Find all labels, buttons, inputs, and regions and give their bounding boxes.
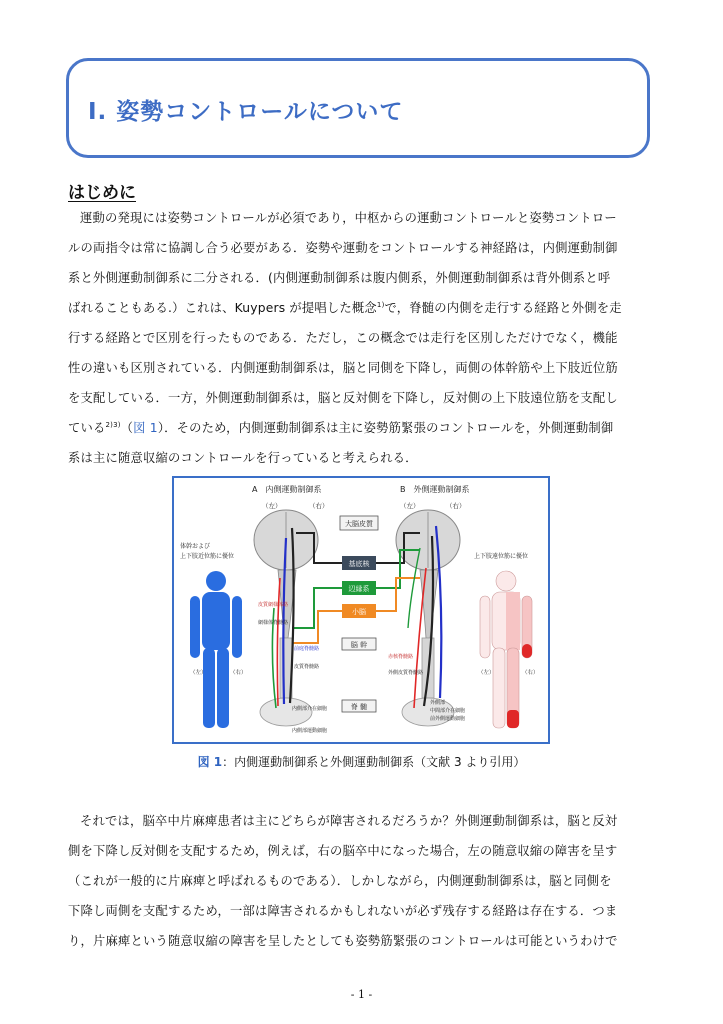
tract-label: 皮質脊髄路 [294,664,320,670]
brainstem-label: 脳 幹 [350,641,368,649]
tract-label: 皮質網様体路 [258,602,289,608]
neural-pathway-figure [174,478,548,742]
right-label: （右） [230,670,247,676]
tract-label: 外側皮質脊髄路 [388,670,424,676]
section-heading: はじめに [68,183,136,203]
paragraph-line: 行する経路とで区別を行ったものである．ただし，この概念では走行を区別しただけでなく，機能 [68,331,618,345]
spinal-cross-section-left [260,698,312,726]
paren: （ [120,421,134,435]
left-label: （左） [190,670,207,676]
cortex-label: 大脳皮質 [345,520,373,528]
spinal-label: 脊 髄 [350,703,368,711]
panel-b-title: B 外側運動制御系 [400,485,470,494]
figure-frame [172,476,550,744]
small-label: 前外側運動細胞 [430,716,466,722]
small-label: 内側部介在細胞 [292,706,328,712]
figure-reference-link[interactable]: 図 1 [133,421,158,435]
paragraph-line: り，片麻痺という随意収縮の障害を呈したとしても姿勢筋緊張のコントロールは可能というわけで [68,934,618,948]
tract-label: 網様体脊髄路 [258,620,289,626]
paragraph-line: （これが一般的に片麻痺と呼ばれるものである）．しかしながら，内側運動制御系は，脳と同側を [68,874,612,888]
paragraph-line: 性の違いも区別されている．内側運動制御系は，脳と同側を下降し，両側の体幹筋や上下肢近位筋 [68,361,618,375]
right-label: （右） [309,502,329,510]
panel-a-title: A 内側運動制御系 [252,485,322,494]
right-label: （右） [446,502,466,510]
line-text: ）．そのため，内側運動制御系は主に姿勢筋緊張のコントロールを，外側運動制御 [157,421,614,435]
left-label: （左） [478,670,495,676]
limbic-label: 辺縁系 [348,585,370,593]
paragraph-line: を支配している．一方，外側運動制御系は，脳と反対側を下降し，反対側の上下肢遠位筋を支配し [68,391,618,405]
second-paragraph [68,806,658,956]
small-label: 内側部運動細胞 [292,728,328,734]
paragraph-line: 運動の発現には姿勢コントロールが必須であり，中枢からの運動コントロールと姿勢コントロー [80,211,617,225]
small-label: 外側部 [430,700,446,706]
page-title: Ⅰ. 姿勢コントロールについて [88,99,404,125]
line-text: ている [68,421,106,435]
figure-caption-text: ：内側運動制御系と外側運動制御系（文献 3 より引用） [222,755,526,769]
paragraph-line [68,413,658,443]
basal-ganglia-label: 基底核 [348,560,370,568]
paragraph-line [68,293,658,323]
citation-superscript: 1) [376,300,385,309]
paragraph-line: 下降し両側を支配するため，一部は障害されるかもしれないが必ず残存する経路は存在する．つま [68,904,618,918]
tract-label: 赤核脊髄路 [388,654,414,660]
body-label-a: 体幹および [180,543,211,550]
left-label: （左） [400,502,420,510]
paragraph-line: 系は主に随意収縮のコントロールを行っていると考えられる． [68,451,418,465]
paragraph-line: 系と外側運動制御系に二分される．(内側運動制御系は腹内側系，外側運動制御系は背外側系と呼 [68,271,611,285]
small-label: 中間部介在細胞 [430,708,466,714]
line-text: ばれることもある.）これは、Kuypers が提唱した概念 [68,301,377,315]
left-label: （左） [262,502,282,510]
body-label-b: 上下肢遠位筋に優位 [474,553,529,560]
paragraph-line: ルの両指令は常に協調し合う必要がある．姿勢や運動をコントロールする神経路は，内側運動制御 [68,241,618,255]
paragraph-line: 側を下降し反対側を支配するため，例えば，右の脳卒中になった場合，左の随意収縮の障害を呈す [68,844,618,858]
paragraph-line: それでは，脳卒中片麻痺患者は主にどちらが障害されるだろうか？外側運動制御系は，脳と反対 [80,814,618,828]
figure-caption [0,753,723,770]
body-label-a2: 上下肢近位筋に優位 [180,553,235,560]
line-text: で，脊髄の内側を走行する経路と外側を走 [384,301,622,315]
blue-body-figure [190,571,242,728]
cerebellum-label: 小脳 [352,608,366,616]
intro-paragraph [68,203,658,473]
citation-superscript: 2)3) [105,420,121,429]
page-number: - 1 - [350,988,373,1001]
right-label: （右） [522,670,539,676]
figure-caption-number: 図 1 [197,755,223,769]
pink-body-figure [480,571,532,728]
tract-label: 前庭脊髄路 [294,646,320,652]
